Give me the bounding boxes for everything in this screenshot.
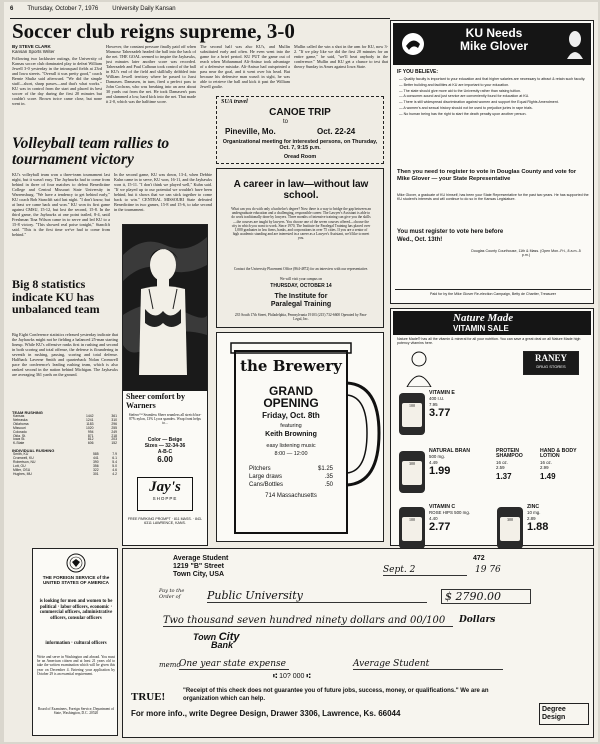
glover-banner	[393, 23, 591, 65]
bottle-size: 100	[402, 517, 422, 541]
vitamin-intro: Nature Made® has all the vitamin & mineral for all your nutrition. You can save a great deal on all Nature Made high potency vitamins here.	[397, 337, 581, 346]
table-cell: 203	[111, 437, 117, 442]
table-cell: 4.2	[112, 471, 117, 476]
grand-opening	[237, 385, 345, 409]
table-cell: Lott, OU	[13, 463, 26, 468]
check-payto-label: Pay to the Order of	[159, 588, 185, 600]
paralegal-date: THURSDAY, OCTOBER 14	[270, 283, 332, 289]
foreign-service-title: THE FOREIGN SERVICE of the UNITED STATES OF AMERICA	[42, 575, 110, 586]
soccer-headline: Soccer club reigns supreme, 3-0	[12, 19, 295, 43]
canoe-place: Pineville, Mo.	[225, 127, 276, 136]
glover-portrait-icon	[565, 29, 585, 59]
bottle-icon	[399, 393, 425, 435]
individual-rushing-title: INDIVIDUAL RUSHING	[12, 448, 55, 454]
warners-color: Color — Beige	[147, 437, 183, 443]
glover-lead: IF YOU BELIEVE:	[397, 69, 439, 75]
table-cell: 812	[87, 437, 94, 442]
canoe-title: CANOE TRIP	[269, 107, 331, 118]
table-cell: 255	[111, 425, 117, 430]
table-cell: 1020	[86, 425, 94, 430]
check-payer-city: Town City, USA	[173, 571, 225, 578]
brewery-price-list	[249, 465, 333, 489]
glover-ad	[390, 20, 594, 304]
table-cell: 5.4	[112, 460, 117, 465]
jays-logo	[137, 477, 193, 511]
table-cell: K-State	[13, 441, 25, 446]
vitamin-banner	[393, 311, 591, 335]
product-regular-price: 2.99	[540, 465, 549, 471]
glover-item: — A consumer-sound and just service are conveniently found for education at KU.	[399, 94, 530, 99]
glover-item: — Quality faculty is important to your education and that higher salaries are necessary to attract & retain such faculty.	[399, 77, 586, 81]
soccer-column-2: However, the constant pressure finally paid off when Mansour Taherzadeh headed the ball into the back of the net. THE GOAL seemed to inspire the Jayhawks, just minutes later another score was recorded. Taherzadeh and Paul Calhoun took control of the ball in KU's end of the field and skillfully dribbled into William Jewell territory where he passed to Jussi Damasen. Damasen, in turn, fired a perfect pass to John Cochran, who was breaking into an area about 30 yards out from the net. He took Damasen's pass and slammed a low, hard kick into the net. That made it 2-0, which was the halftime score.	[106, 44, 196, 104]
jays-store-sub: SHOPPE	[152, 496, 178, 501]
price-row	[249, 473, 333, 481]
glover-title-2: Mike Glover	[459, 39, 529, 53]
big8-text: Big Eight Conference statistics released yesterday indicate that the Jayhawks might not be fielding a balanced 25-man starting lineup. While KU's offensive ranks first in rushing and second in both scoring and total offense, the defense is floundering in seventh in rushing, passing, scoring and total defense. Halfback Laverne Smith and quarterback Nolan Cromwell pace the conference's leading rushing team, which is also ranked second in the nation behind Michigan. The Jayhawks are averaging 361 yards on the ground.	[12, 332, 118, 377]
table-cell: 152	[111, 441, 117, 446]
check-payee: Public University	[207, 589, 427, 603]
paralegal-institute-1: The Institute for	[274, 293, 328, 300]
table-cell: 1183	[86, 421, 94, 426]
check-date: Sept. 2	[383, 565, 467, 576]
bottle-icon	[399, 451, 425, 493]
canoe-dates: Oct. 22-24	[317, 127, 356, 136]
nature-made-brand: Nature Made	[453, 312, 514, 324]
table-cell: Oklahoma	[13, 421, 29, 426]
page-number: 6	[10, 6, 14, 12]
table-cell: 1241	[86, 417, 94, 422]
brewery-music: easy listening music	[266, 443, 316, 449]
check-year: 19 76	[475, 565, 501, 575]
glover-deadline-1: You must register to vote here before	[397, 229, 504, 235]
table-cell: 361	[111, 414, 117, 418]
masthead-paper: University Daily Kansan	[112, 6, 176, 12]
soccer-column-1: Following two lackluster outings, the University of Kansas soccer club dominated play to defeat William Jewell 3-0 yesterday in the intrasquad fields at 23rd and Iowa streets. "Overall it was pretty good," coach Bernie Shultz said afterward. "We did the simple stuff—short, sharp passes—and that's what works." KU was in control from the start and placed its best soccer of the day during the first 20 minutes but couldn't score. Brown twice came close, but none went in.	[12, 56, 102, 106]
masthead	[10, 6, 390, 19]
individual-rushing-rows	[12, 453, 118, 476]
table-cell: 6.1	[112, 456, 117, 461]
foreign-service-body-2: information · cultural officers	[45, 641, 107, 646]
team-rushing-table	[12, 410, 118, 477]
degree-design-check-ad	[122, 548, 594, 738]
glover-item: — No human being has the right to start the death penalty upon another person.	[399, 111, 527, 116]
glover-where: Douglas County Courthouse, 11th & Mass. (Open Mon.-Fri., 8 a.m.-5 p.m.)	[471, 249, 581, 258]
paralegal-contact: Contact the University Placement Office (864-4872) for an interview with our representative.	[233, 267, 369, 271]
table-cell: Smith, KU	[13, 452, 29, 457]
table-cell: 310	[111, 417, 117, 422]
table-cell: 7.9	[112, 452, 117, 457]
brewery-act: Keith Browning	[265, 431, 317, 438]
vitamin-ad	[390, 308, 594, 546]
price-row	[249, 481, 333, 489]
paralegal-visit: We will visit your campus on	[279, 277, 323, 281]
vitamin-product	[495, 447, 537, 499]
table-cell: 606	[87, 441, 94, 446]
glover-deadline-2: Wed., Oct. 13th!	[397, 237, 443, 243]
brewery-time: 8:00 — 12:00	[274, 451, 308, 457]
vitamin-sale: VITAMIN SALE	[453, 324, 509, 333]
product-regular-price: 2.89	[527, 515, 536, 521]
jayhawk-icon	[401, 32, 425, 56]
check-micr: ⑆ 10? 000 ⑆	[273, 673, 311, 680]
product-name: NATURAL BRAN	[429, 448, 471, 454]
check-quote: "Receipt of this check does not guarantee you of future jobs, success, money, or qualifications." We are an organization which can help.	[183, 688, 489, 702]
product-sale-price: 1.99	[429, 465, 451, 478]
brewery-featuring: featuring	[280, 423, 302, 429]
masthead-date: Thursday, October 7, 1976	[27, 6, 99, 12]
check-number: 472	[473, 555, 485, 562]
price-item: Large draws	[249, 474, 283, 480]
table-cell: Miller, OSU	[13, 467, 31, 472]
grand-opening-2: OPENING	[263, 396, 319, 410]
warners-address: FREE PARKING PROMPT · 811 MASS. · 843-6311 LAWRENCE, KANS.	[127, 517, 203, 526]
bank-town: Town	[193, 632, 217, 642]
price-item: Cans/Bottles	[249, 482, 284, 488]
foreign-service-contact: Board of Examiners, Foreign Service, Department of State, Washington, D.C. 20520	[37, 707, 115, 716]
soccer-column-3: The second half was also KU's, and Mullin substituted early and often. He even went into the game for a brief period. KU PUT the game out of reach when Mohammad Ali-Anisur took advantage of a defensive mistake. Ali-Anisur had outsprinted a pass near the goal, and it went over his head. But because his defensive man wasn't in sight, he was able to retrieve the ball and kick it past the William Jewell goalie.	[200, 44, 290, 89]
table-cell: 441	[92, 456, 99, 461]
product-sub: ROSE HIPS 500 mg.	[429, 510, 470, 516]
table-cell: 1442	[86, 414, 94, 418]
model-illustration	[123, 225, 207, 391]
product-sub: 10 mg.	[527, 510, 541, 516]
paralegal-body: What can you do with only a bachelor's degree? Now there is a way to bridge the gap between an undergraduate education and a challenging, responsible career. The Lawyer's Assistant is able to do work traditionally done by lawyers. Three months of intensive training can give you the skills—the courses are taught by lawyers. You choose one of the seven courses offered—choose the city in which you want to work. Since 1970, The Institute for Paralegal Training has placed over 1,000 graduates in law firms, banks, and corporations in over 75 cities. If you are a senior of high academic standing and are interested in a career as a Lawyer's Assistant, we'd like to meet you.	[231, 207, 371, 241]
table-cell: 249	[111, 429, 117, 434]
check-payer	[173, 555, 228, 579]
warners-ad	[122, 224, 208, 546]
price-item: Pitchers	[249, 466, 271, 472]
foreign-service-fine: Write and serve in Washington and abroad. You must be an American citizen and at least 21 years old to take the written examination which will be given this year on December 4. Entering your application by October 29 is an essential requirement.	[37, 655, 115, 676]
warners-specs	[126, 437, 204, 463]
product-sub: 16 oz.	[540, 459, 552, 465]
glover-title	[429, 27, 559, 53]
paralegal-institute-2: Paralegal Training	[270, 301, 332, 308]
soccer-byline	[12, 44, 82, 54]
check-payer-street: 1219 "B" Street	[173, 563, 224, 570]
price-row	[249, 465, 333, 473]
bottle-size: 300	[402, 461, 422, 485]
team-rushing-rows	[12, 415, 118, 446]
state-seal-icon	[66, 553, 86, 573]
big8-headline: Big 8 statistics indicate KU has unbalanced team	[12, 277, 100, 316]
table-cell: 218	[111, 433, 117, 438]
check-memo-label: memo	[159, 661, 181, 669]
check-signature: Average Student	[353, 659, 503, 670]
glover-paid: Paid for by the Mike Glover Re-election Campaign, Betty de Chartier, Treasurer	[395, 289, 591, 296]
price-value: $1.25	[317, 466, 333, 472]
foreign-service-body: is looking for men and women to be political · labor officers, economic · commercial officers, administrative officers, consular officers	[39, 599, 113, 621]
table-cell: Missouri	[13, 425, 26, 430]
table-cell: 390	[92, 460, 99, 465]
table-cell: 356	[92, 463, 99, 468]
glover-item: — There is still widespread discrimination against women and support the Equal Rights Amendment.	[399, 100, 559, 105]
check-payer-name: Average Student	[173, 555, 229, 562]
warners-body: Stefero™ Seamless Sheer seamless all stretch bra- 87% nylon, 13% Lycra spandex. Wrap front helps to...	[128, 413, 202, 426]
table-cell: 322	[92, 467, 99, 472]
bottle-size: 100	[402, 403, 422, 427]
check-memo: One year state expense	[179, 659, 289, 670]
volleyball-column-1: KU's volleyball team won a three-team tournament last night, but it wasn't easy. The Jayhawks had to come from behind in three of four matches to defeat Benedictine College and Central Missouri State University in Warrensburg. "We have a tendency to get behind early," KU coach Bob Stanclift said last night. "I don't know, but at least we came back and won." KU won its first game against CMSU, 15-12, but lost the second, 15-8. In the third game, the Jayhawks at one point trailed, 8-4, until Freshman Tina Wilson came in to serve and led KU to a 15-8 victory. "This showed real poise tonight," Stanclift said. "This is the first time we've had to come from behind."	[12, 172, 110, 237]
table-cell: 4.6	[112, 467, 117, 472]
product-sub: 16 oz.	[496, 459, 508, 465]
paralegal-title: A career in law—without law school.	[233, 179, 369, 201]
product-sub: 400 I.U.	[429, 396, 445, 402]
price-value: .35	[324, 474, 333, 480]
table-cell: Robertson, NU	[13, 460, 36, 465]
bottle-icon	[497, 507, 523, 549]
true-label: TRUE!	[131, 691, 166, 703]
check-dollars: Dollars	[459, 615, 496, 625]
warners-sizes: Sizes — 32-34-36	[144, 443, 186, 449]
table-cell: Cromwell, KU	[13, 456, 34, 461]
table-cell: 871	[87, 433, 94, 438]
canoe-to: to	[283, 119, 289, 125]
bottle-icon	[399, 507, 425, 549]
team-rushing-title: TEAM RUSHING	[12, 410, 43, 415]
check-more-info: For more info., write Degree Design, Drawer 3306, Lawrence, Ks. 66044	[131, 709, 401, 718]
table-row	[12, 473, 118, 477]
product-name: VITAMIN C	[429, 504, 456, 510]
product-sale-price: 1.37	[496, 471, 512, 481]
table-cell: Iowa St.	[13, 437, 26, 442]
soccer-byline-role: Kansan Sports Writer	[12, 49, 55, 54]
volleyball-column-2: In the second game, KU was down, 13-4, when Debbie Kuhn came in to serve, KU won, 16-11, and the Jayhawks won it, 15-11. "I don't think we played well," Kuhn said. "If we played up to our potential we wouldn't have been behind, but it shows that we can stick together to come back to win." CENTRAL MISSOURI State defeated Benedictine in two games, 15-8 and 15-6, to take second in the tournament.	[114, 172, 212, 212]
table-cell: Okla. St.	[13, 433, 27, 438]
glover-title-1: KU Needs	[465, 26, 523, 40]
vitamin-product	[397, 389, 489, 441]
table-row	[12, 442, 118, 446]
glover-item: — The state should give more aid to the University rather than raising tuition.	[399, 88, 521, 93]
soccer-column-4: Mullin called the win a shot in the arm for KU, now 3-2. "If we play like we did the first 20 minutes for an entire game," he said, "we'll beat anybody in the conference." Mullin and KU get a chance to test that theory Sunday in Ames against Iowa State.	[294, 44, 388, 69]
bank-bank: Bank	[211, 640, 234, 650]
warners-headline: Sheer comfort by Warners	[126, 392, 185, 410]
raney-name: RANEY	[534, 353, 567, 363]
degree-design-logo: Degree Design	[539, 703, 589, 725]
check-amount: $ 2790.00	[441, 589, 531, 604]
foreign-service-ad	[32, 548, 118, 736]
table-cell: 5.0	[112, 463, 117, 468]
raney-sub: DRUG STORES	[536, 364, 566, 369]
paralegal-institute	[231, 293, 371, 309]
town-city-bank-logo	[193, 633, 253, 649]
product-regular-price: 2.59	[496, 465, 505, 471]
product-sale-price: 1.49	[540, 471, 556, 481]
product-sale-price: 1.88	[527, 521, 549, 534]
product-regular-price: 4.40	[429, 515, 438, 521]
volleyball-headline: Volleyball team rallies to tournament victory	[12, 135, 170, 168]
price-value: .50	[324, 482, 333, 488]
canoe-trip-ad	[216, 96, 384, 164]
product-name: VITAMIN E	[429, 390, 455, 396]
vitamin-product	[397, 447, 489, 499]
table-cell: 301	[92, 471, 99, 476]
soccer-byline-name: By STEVE CLARK	[12, 44, 51, 49]
glover-item: — A women's and sexual history should not be used to prejudice juries in rape trials.	[399, 105, 533, 110]
bank-city: City	[218, 631, 240, 643]
product-name: HAND & BODY LOTION	[540, 448, 577, 460]
jays-store-name: Jay's	[149, 479, 181, 495]
table-cell: Kansas	[13, 414, 25, 418]
bottle-size: 300	[500, 517, 520, 541]
sua-travel-tag: SUA travel	[221, 99, 248, 105]
brewery-ad	[216, 332, 384, 542]
pharmacist-illustration	[401, 349, 437, 387]
table-cell: 994	[87, 429, 94, 434]
glover-items	[399, 77, 587, 118]
check-amount-words: Two thousand seven hundred ninety dollars and 00/100	[163, 615, 453, 627]
table-cell: Nebraska	[13, 417, 28, 422]
brewery-address: 714 Massachusetts	[265, 493, 317, 499]
raney-logo	[523, 351, 579, 375]
product-name: PROTEIN SHAMPOO	[496, 448, 523, 460]
warners-cups: A-B-C	[157, 449, 173, 455]
product-sale-price: 2.77	[429, 521, 451, 534]
glover-item: — Better building and facilities at KU are important to your education.	[399, 82, 510, 87]
table-cell: 585	[92, 452, 99, 457]
glover-register: Then you need to register to vote in Douglas County and vote for Mike Glover — your State Representative	[397, 169, 577, 182]
glover-bio: Mike Glover, a graduate of KU himself, has been your State Representative for the past two years. He has supported the KU student's interests and will continue to do so in the Kansas Legislature.	[397, 193, 589, 202]
paralegal-ad	[216, 168, 384, 328]
brewery-name: the Brewery	[240, 357, 342, 375]
product-regular-price: 7.95	[429, 401, 438, 407]
newspaper-page	[4, 2, 598, 742]
product-name: ZINC	[527, 504, 540, 510]
product-sub: 500 mg.	[429, 454, 445, 460]
canoe-meeting: Organizational meeting for interested persons, on Thursday, Oct. 7, 9:15 p.m.	[222, 139, 378, 152]
paralegal-address: 235 South 17th Street, Philadelphia, Pennsylvania 19103 (215) 732-6600 Operated by Para-Legal, Inc.	[234, 313, 368, 322]
table-cell: 296	[111, 421, 117, 426]
table-cell: Colorado	[13, 429, 27, 434]
warners-price: 6.00	[157, 455, 173, 464]
brewery-date: Friday, Oct. 8th	[262, 411, 320, 420]
canoe-room: Oread Room	[283, 154, 317, 160]
product-regular-price: 4.49	[429, 459, 438, 465]
table-cell: Hughes, MU	[13, 471, 32, 476]
product-sale-price: 3.77	[429, 407, 451, 420]
vitamin-product	[539, 447, 581, 499]
grand-opening-1: GRAND	[269, 384, 313, 398]
